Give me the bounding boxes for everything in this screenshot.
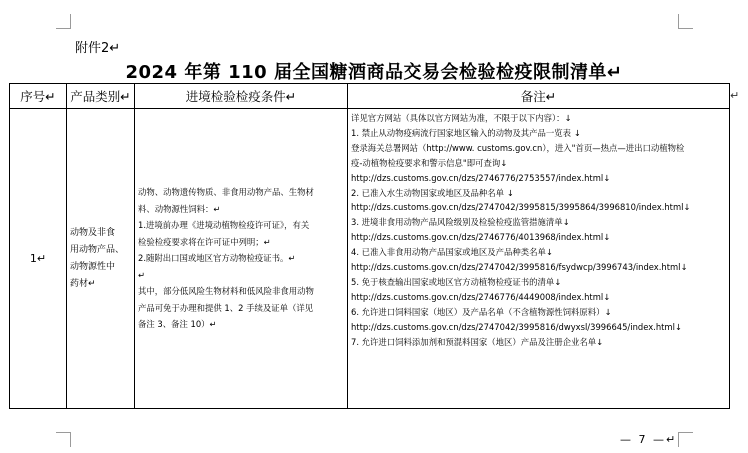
row-condition — [135, 109, 348, 409]
category-line: 动物源性中 — [70, 261, 116, 272]
header-category: 产品类别↵ — [67, 84, 135, 109]
crop-mark-bottom-right — [678, 432, 693, 447]
condition-line: 备注 3、备注 10）↵ — [138, 319, 217, 330]
table-row — [10, 109, 730, 409]
document-title: 2024 年第 110 届全国糖酒商品交易会检验检疫限制清单↵ — [125, 62, 623, 83]
note-line: http://dzs.customs.gov.cn/dzs/2746776/4013968/index.html↓ — [351, 232, 611, 243]
row-end-mark: ↵ — [730, 89, 740, 102]
row-note — [348, 109, 730, 409]
note-line: 1. 禁止从动物疫病流行国家地区输入的动物及其产品一览表 ↓ — [351, 127, 581, 138]
note-line: 疫-动植物检疫要求和警示信息"即可查询↓ — [351, 157, 508, 168]
condition-line: 2.随附出口国或地区官方动物检疫证书。↵ — [138, 253, 296, 264]
condition-line: 1.进境前办理《进境动植物检疫许可证》，有关 — [138, 220, 310, 231]
condition-line: 检验检疫要求将在许可证中列明；↵ — [138, 236, 271, 247]
note-line: 6. 允许进口饲料国家（地区）及产品名单（不含植物源性饲料原料）↓ — [351, 306, 612, 317]
note-line: http://dzs.customs.gov.cn/dzs/2747042/3995816/dwyxsl/3996645/index.html↓ — [351, 321, 682, 332]
crop-mark-bottom-left — [56, 432, 71, 447]
note-line: http://dzs.customs.gov.cn/dzs/2746776/2753557/index.html↓ — [351, 172, 611, 183]
note-line: http://dzs.customs.gov.cn/dzs/2747042/3995815/3995864/3996810/index.html↓ — [351, 202, 691, 213]
condition-line: ↵ — [138, 269, 146, 280]
note-line: 登录海关总署网站（http://www. customs.gov.cn），进入"首页—热点—进出口动植物检 — [351, 142, 685, 153]
condition-line: 动物、动物遗传物质、非食用动物产品、生物材 — [138, 187, 314, 198]
crop-mark-top-right — [678, 14, 693, 29]
note-line: http://dzs.customs.gov.cn/dzs/2746776/4449008/index.html↓ — [351, 291, 611, 302]
note-line: 7. 允许进口饲料添加剂和预混料国家（地区）产品及注册企业名单↓ — [351, 336, 604, 347]
condition-line: 其中，部分低风险生物材料和低风险非食用动物 — [138, 286, 314, 297]
condition-line: 产品可免于办理和提供 1、2 手续及证单（详见 — [138, 302, 314, 313]
row-category — [67, 109, 135, 409]
category-line: 药材↵ — [70, 278, 96, 289]
note-line: 详见官方网站（具体以官方网站为准，不限于以下内容）：↓ — [351, 113, 572, 123]
note-line: 4. 已准入非食用动物产品国家或地区及产品种类名单↓ — [351, 247, 553, 258]
note-line: 2. 已准入水生动物国家或地区及品种名单 ↓ — [351, 187, 514, 198]
note-line: 5. 免于核查输出国家或地区官方动植物检疫证书的清单↓ — [351, 276, 562, 287]
attachment-label: 附件2↵ — [75, 41, 121, 56]
row-seq: 1↵ — [10, 109, 67, 409]
note-line: 3. 进境非食用动物产品风险级别及检验检疫监管措施清单↓ — [351, 217, 570, 228]
note-line: http://dzs.customs.gov.cn/dzs/2747042/3995816/fsydwcp/3996743/index.html↓ — [351, 262, 688, 273]
header-condition: 进境检验检疫条件↵ — [135, 84, 348, 109]
page-number: — 7 —↵ — [620, 433, 678, 446]
header-seq: 序号↵ — [10, 84, 67, 109]
header-note: 备注↵ — [348, 84, 730, 109]
category-line: 用动物产品、 — [70, 244, 125, 255]
table-header-row — [10, 84, 730, 109]
category-line: 动物及非食 — [70, 227, 116, 238]
crop-mark-top-left — [56, 14, 71, 29]
condition-line: 料、动物源性饲料：↵ — [138, 203, 221, 214]
restriction-table — [9, 83, 730, 409]
